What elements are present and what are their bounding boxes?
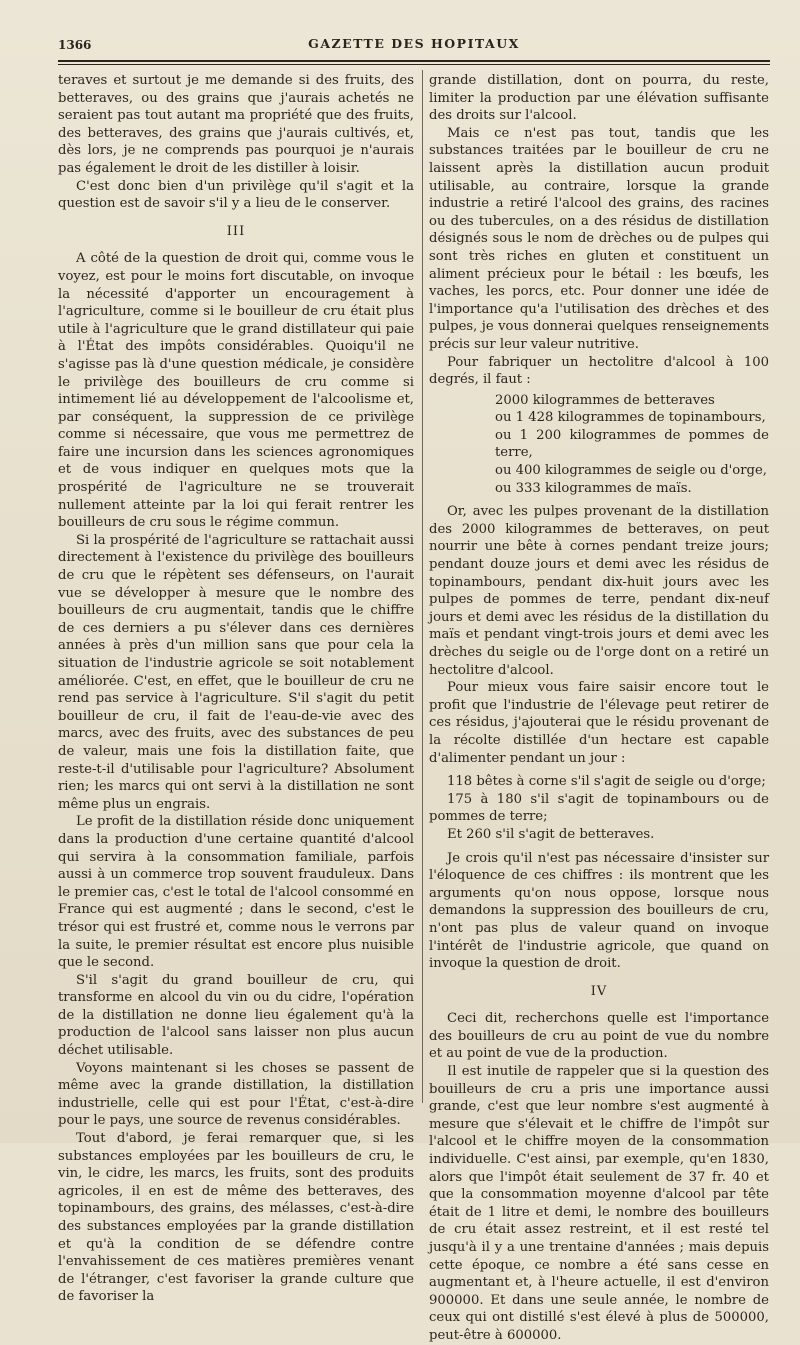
paragraph: Si la prospérité de l'agriculture se rattachait aussi directement à l'existence du privilège des bouilleurs de cru que le répètent ses défenseurs, on l'aurait vue se développer à mesure que le nombre des bouilleurs de cru augmentait, tandis que le chiffre de ces derniers a pu s'élever dans ces dernières années à près d'un million sans que pour cela la situation de l'industrie agricole se soit notablement améliorée. C'est, en effet, que le bouilleur de cru ne rend pas service à l'agriculture. S'il s'agit du petit bouilleur de cru, il fait de l'eau-de-vie avec des marcs, avec des fruits, avec des substances de peu de valeur, mais une fois la distillation faite, que reste-t-il d'utilisable pour l'agriculture? Absolument rien; les marcs qui ont servi à la distillation ne sont même plus un engrais. — [58, 532, 414, 812]
paragraph: Il est inutile de rappeler que si la question des bouilleurs de cru a pris une importance aussi grande, c'est que leur nombre s'est augmenté à mesure que s'élevait et le chiffre de l'impôt sur l'alcool et le chiffre moyen de la consommation individuelle. C'est ainsi, par exemple, qu'en 1830, alors que l'impôt était seulement de 37 fr. 40 et que la consommation moyenne d'alcool par tête était de 1 litre et demi, le nombre des bouilleurs de cru était assez restreint, et il est resté tel jusqu'à il y a une trentaine d'années ; mais depuis cette époque, ce nombre a été sans cesse en augmentant et, à l'heure actuelle, il est d'environ 900000. Et dans une seule année, le nombre de ceux qui ont distillé s'est élevé à plus de 500000, peut-être à 600000. — [429, 1064, 769, 1343]
header-rule — [58, 60, 770, 62]
list-item: 118 bêtes à corne s'il s'agit de seigle ou d'orge; — [447, 774, 766, 790]
paragraph: grande distillation, dont on pourra, du reste, limiter la production par une élévation suffisante des droits sur l'alcool. — [429, 73, 769, 124]
header-rule-thin — [58, 64, 770, 65]
paragraph: Ceci dit, recherchons quelle est l'importance des bouilleurs de cru au point de vue du nombre et au point de vue de la production. — [429, 1011, 769, 1062]
list-item: ou 1 428 kilogrammes de topinambours, — [495, 410, 766, 426]
paragraph: Le profit de la distillation réside donc uniquement dans la production d'une certaine quantité d'alcool qui servira à la consommation familiale, parfois aussi à un commerce trop souvent frauduleux. Dans le premier cas, c'est le total de l'alcool consommé en France qui est augmenté ; dans le second, c'est le trésor qui est frustré et, comme nous le verrons par la suite, le premier résultat est encore plus nuisible que le second. — [58, 814, 414, 971]
list-item: ou 1 200 kilogrammes de pommes de terre, — [495, 427, 769, 461]
paragraph: Tout d'abord, je ferai remarquer que, si les substances employées par les bouilleurs de cru, le vin, le cidre, les marcs, les fruits, sont des produits agricoles, il en est de même des betteraves, des topinambours, des grains, des mélasses, c'est-à-dire des substances employées par la grande distillation et qu'à la condition de se défendre contre l'envahissement de ces matières premières venant de l'étranger, c'est favoriser la grande culture que de favoriser la — [58, 1131, 414, 1305]
section-heading: IV — [590, 983, 608, 999]
feed-list — [429, 773, 769, 843]
list-item: ou 400 kilogrammes de seigle ou d'orge, — [495, 463, 767, 479]
list-item: 2000 kilogrammes de betteraves — [495, 392, 715, 408]
column-divider — [422, 70, 423, 1103]
page-number: 1366 — [58, 38, 92, 52]
left-column — [58, 72, 414, 1305]
paragraph: Voyons maintenant si les choses se passent de même avec la grande distillation, la distillation industrielle, celle qui est pour l'État, c'est-à-dire pour le pays, une source de revenus considérables. — [58, 1060, 414, 1129]
paragraph: teraves et surtout je me demande si des fruits, des betteraves, ou des grains que j'aurais achetés ne seraient pas tout autant ma propriété que des fruits, des betteraves, des grains que j'aurais cultivés, et, dès lors, je ne comprends pas pourquoi je n'aurais pas également le droit de les distiller à loisir. — [58, 73, 414, 176]
journal-title: GAZETTE DES HOPITAUX — [308, 36, 520, 51]
paragraph: Pour fabriquer un hectolitre d'alcool à 100 degrés, il faut : — [429, 354, 769, 388]
paragraph: Pour mieux vous faire saisir encore tout le profit que l'industrie de l'élevage peut retirer de ces résidus, j'ajouterai que le résidu provenant de la récolte distillée d'un hectare est capable d'alimenter pendant un jour : — [429, 680, 769, 766]
list-item: 175 à 180 s'il s'agit de topinambours ou de pommes de terre; — [429, 791, 769, 825]
paragraph: Mais ce n'est pas tout, tandis que les substances traitées par le bouilleur de cru ne laissent après la distillation aucun produit utilisable, au contraire, lorsque la grande industrie a retiré l'alcool des grains, des racines ou des tubercules, on a des résidus de distillation désignés sous le nom de drèches ou de pulpes qui sont très riches en gluten et constituent un aliment précieux pour le bétail : les bœufs, les vaches, les porcs, etc. Pour donner une idée de l'importance qu'a l'utilisation des drèches et des pulpes, je vous donnerai quelques renseignements précis sur leur valeur nutritive. — [429, 125, 769, 352]
list-item: Et 260 s'il s'agit de betteraves. — [447, 826, 655, 842]
paragraph: Je crois qu'il n'est pas nécessaire d'insister sur l'éloquence de ces chiffres : ils montrent que les arguments qu'on nous oppose, lorsque nous demandons la suppression des bouilleurs de cru, n'ont pas plus de valeur quand on invoque l'intérêt de l'industrie agricole, que quand on invoque la question de droit. — [429, 850, 769, 972]
paragraph: A côté de la question de droit qui, comme vous le voyez, est pour le moins fort discutable, on invoque la nécessité d'apporter un encouragement à l'agriculture, comme si le bouilleur de cru était plus utile à l'agriculture que le grand distillateur qui paie à l'État des impôts considérables. Quoiqu'il ne s'agisse pas là d'une question médicale, je considère le privilège des bouilleurs de cru comme si intimement lié au développement de l'alcoolisme et, par conséquent, la suppression de ce privilège comme si nécessaire, que vous me permettrez de faire une incursion dans les sciences agronomiques et de vous indiquer en quelques mots que la prospérité de l'agriculture ne se trouverait nullement atteinte par la loi qui ferait rentrer les bouilleurs de cru sous le régime commun. — [58, 251, 414, 531]
right-column — [429, 72, 769, 1343]
list-item: ou 333 kilogrammes de maïs. — [495, 480, 692, 496]
paragraph: Or, avec les pulpes provenant de la distillation des 2000 kilogrammes de betteraves, on peut nourrir une bête à cornes pendant treize jours; pendant douze jours et demi avec les résidus de topinambours, pendant dix-huit jours avec les pulpes de pommes de terre, pendant dix-neuf jours et demi avec les résidus de la distillation du maïs et pendant vingt-trois jours et demi avec les drèches du seigle ou de l'orge dont on a retiré un hectolitre d'alcool. — [429, 504, 769, 678]
quantity-list — [429, 392, 769, 498]
section-heading: III — [226, 223, 246, 239]
paragraph: C'est donc bien d'un privilège qu'il s'agit et la question est de savoir s'il y a lieu de le conserver. — [58, 178, 414, 212]
page-header — [58, 36, 770, 58]
paragraph: S'il s'agit du grand bouilleur de cru, qui transforme en alcool du vin ou du cidre, l'opération de la distillation ne donne lieu également qu'à la production de l'alcool sans laisser non plus aucun déchet utilisable. — [58, 972, 414, 1059]
